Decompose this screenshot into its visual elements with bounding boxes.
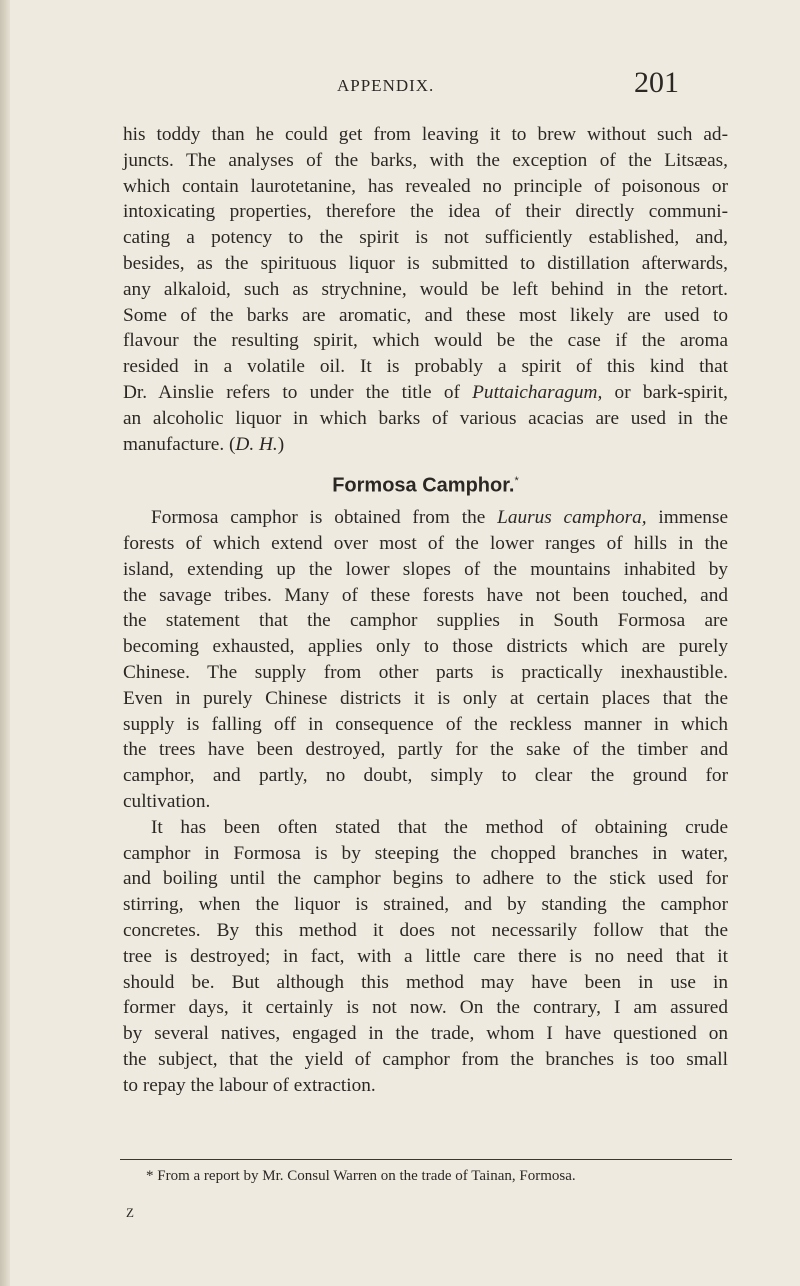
body-text bbox=[123, 122, 728, 1098]
text-line: supply is falling off in consequence of the reckless manner in which bbox=[123, 713, 728, 735]
text-line: Chinese. The supply from other parts is practically inexhaustible. bbox=[123, 661, 728, 683]
text-line: Even in purely Chinese districts it is only at certain places that the bbox=[123, 687, 728, 709]
species-name: Laurus camphora, bbox=[497, 507, 647, 529]
text-line: tree is destroyed; in fact, with a little care there is no need that it bbox=[123, 945, 728, 967]
text-line: his toddy than he could get from leaving it to brew without such ad- bbox=[123, 124, 728, 145]
page-binding-edge bbox=[0, 0, 10, 1286]
text-line: camphor, and partly, no doubt, simply to clear the ground for bbox=[123, 765, 728, 787]
footnote-rule bbox=[120, 1159, 732, 1160]
footnote: * From a report by Mr. Consul Warren on the trade of Tainan, Formosa. bbox=[146, 1168, 576, 1184]
text-run: manufacture. ( bbox=[123, 433, 236, 455]
text-line: island, extending up the lower slopes of the mountains inhabited by bbox=[123, 558, 728, 580]
page-number: 201 bbox=[634, 66, 679, 99]
text-line: the savage tribes. Many of these forests have not been touched, and bbox=[123, 584, 728, 606]
text-line: concretes. By this method it does not necessarily follow that the bbox=[123, 919, 728, 941]
page-header bbox=[0, 66, 800, 116]
text-line: becoming exhausted, applies only to those districts which are purely bbox=[123, 636, 728, 658]
text-run: ) bbox=[277, 433, 285, 455]
running-head: APPENDIX. bbox=[337, 76, 435, 95]
text-line: stirring, when the liquor is strained, and by standing the camphor bbox=[123, 894, 728, 916]
text-line: cultivation. bbox=[123, 790, 211, 812]
text-line: which contain laurotetanine, has revealed no principle of poisonous or bbox=[123, 175, 728, 197]
text-line bbox=[123, 432, 728, 458]
text-line: flavour the resulting spirit, which would be the case if the aroma bbox=[123, 330, 728, 352]
italic-term: Puttaicharagum, bbox=[472, 381, 603, 403]
text-run: immense bbox=[646, 507, 729, 529]
text-run: or bark-spirit, bbox=[602, 381, 729, 403]
section-heading bbox=[123, 469, 728, 498]
text-line: the statement that the camphor supplies in South Formosa are bbox=[123, 610, 728, 632]
text-line: resided in a volatile oil. It is probably a spirit of this kind that bbox=[123, 356, 728, 378]
text-line bbox=[123, 380, 728, 406]
footnote-marker: * bbox=[514, 475, 519, 488]
text-line: an alcoholic liquor in which barks of various acacias are used in the bbox=[123, 407, 728, 429]
text-line: forests of which extend over most of the lower ranges of hills in the bbox=[123, 532, 728, 554]
text-line: by several natives, engaged in the trade, whom I have questioned on bbox=[123, 1023, 728, 1045]
text-run: Dr. Ainslie refers to under the title of bbox=[123, 381, 473, 403]
text-line: the trees have been destroyed, partly for the sake of the timber and bbox=[123, 739, 728, 761]
text-line bbox=[123, 505, 728, 531]
signature-mark: Z bbox=[126, 1205, 134, 1220]
text-line: the subject, that the yield of camphor from the branches is too small bbox=[123, 1048, 728, 1070]
text-line: should be. But although this method may have been in use in bbox=[123, 971, 728, 993]
author-initials: D. H. bbox=[235, 433, 278, 455]
text-line: to repay the labour of extraction. bbox=[123, 1074, 376, 1096]
text-line: intoxicating properties, therefore the idea of their directly communi- bbox=[123, 201, 728, 223]
text-line: former days, it certainly is not now. On the contrary, I am assured bbox=[123, 997, 728, 1019]
text-line: Some of the barks are aromatic, and these most likely are used to bbox=[123, 304, 728, 326]
text-run: Formosa camphor is obtained from the bbox=[151, 507, 498, 529]
section-heading-text: Formosa Camphor. bbox=[332, 475, 515, 498]
text-line: juncts. The analyses of the barks, with the exception of the Litsæas, bbox=[123, 149, 728, 171]
text-line: It has been often stated that the method of obtaining crude bbox=[151, 816, 728, 838]
text-line: any alkaloid, such as strychnine, would be left behind in the retort. bbox=[123, 278, 728, 300]
text-line: cating a potency to the spirit is not sufficiently established, and, bbox=[123, 227, 728, 249]
text-line: besides, as the spirituous liquor is submitted to distillation afterwards, bbox=[123, 252, 728, 274]
text-line: camphor in Formosa is by steeping the chopped branches in water, bbox=[123, 842, 728, 864]
text-line: and boiling until the camphor begins to adhere to the stick used for bbox=[123, 868, 728, 890]
